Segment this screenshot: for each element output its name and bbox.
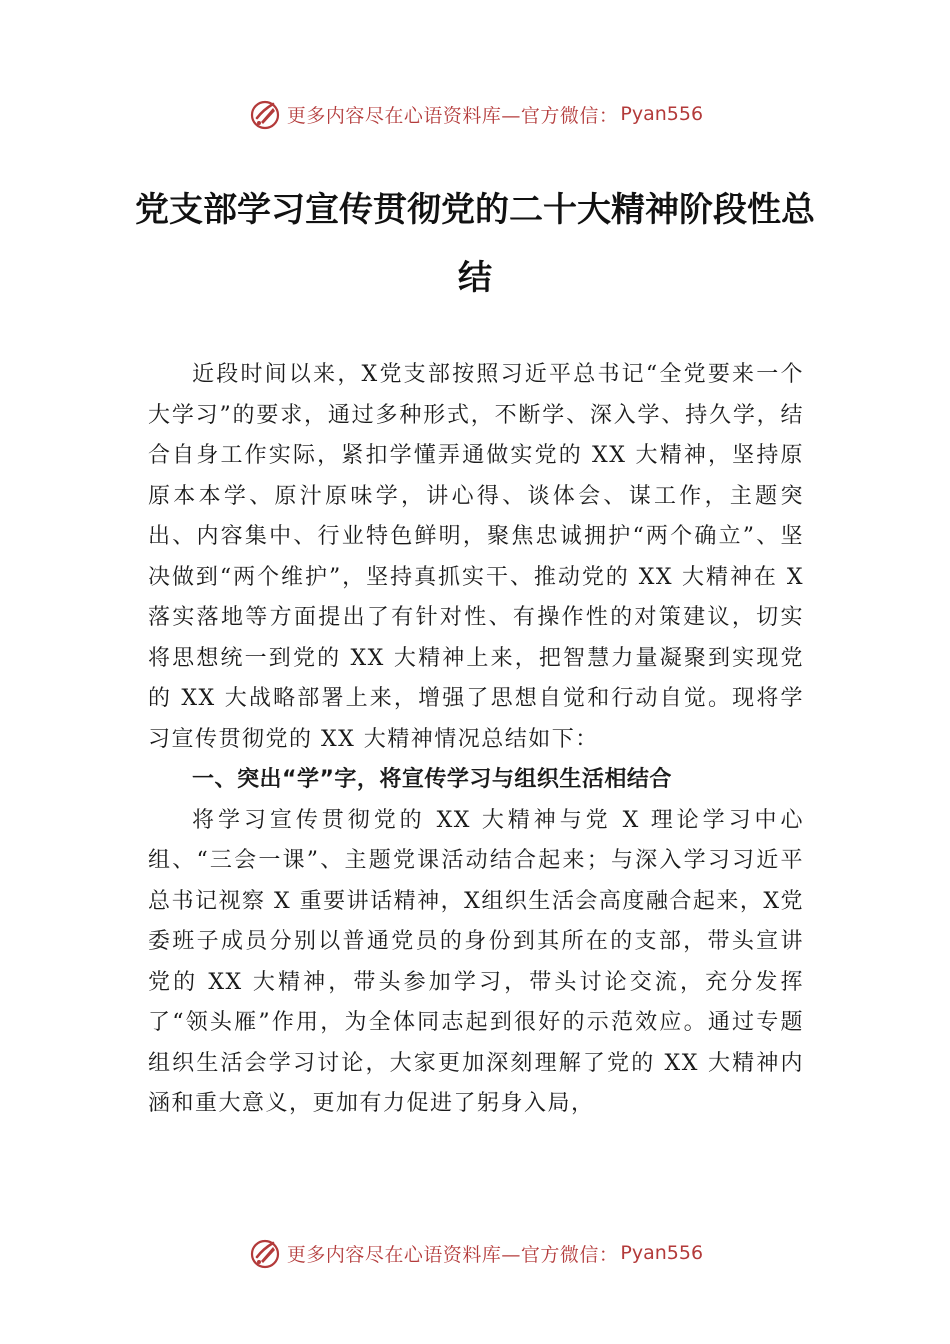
body-paragraph: 近段时间以来，X党支部按照习近平总书记“全党要来一个大学习”的要求，通过多种形式，不断学、深入学、持久学，结合自身工作实际，紧扣学懂弄通做实党的 XX 大精神，坚持原原本本学、原汁原味学，讲心得、谈体会、谋工作，主题突出、内容集中、行业特色鲜明，聚焦忠诚拥护“两个确立”、坚决做到“两个维护”，坚持真抓实干、推动党的 XX 大精神在 X 落实落地等方面提出了有针对性、有操作性的对策建议，切实将思想统一到党的 XX 大精神上来，把智慧力量凝聚到实现党的 XX 大战略部署上来，增强了思想自觉和行动自觉。现将学习宣传贯彻党的 XX 大精神情况总结如下： (148, 362, 804, 752)
pen-logo-icon (247, 1235, 283, 1271)
watermark-text: 更多内容尽在心语资料库—官方微信： (286, 104, 619, 127)
document-body (148, 355, 804, 1125)
watermark-wechat-id: Pyan556 (620, 103, 704, 125)
watermark-text: 更多内容尽在心语资料库—官方微信： (286, 1243, 619, 1266)
watermark-footer (0, 1233, 950, 1273)
watermark-header (0, 94, 950, 134)
section-heading: 一、突出“学”字，将宣传学习与组织生活相结合 (192, 767, 672, 792)
document-title: 党支部学习宣传贯彻党的二十大精神阶段性总结 (135, 190, 815, 298)
watermark-wechat-id: Pyan556 (620, 1242, 704, 1264)
pen-logo-icon (247, 96, 283, 132)
body-paragraph: 将学习宣传贯彻党的 XX 大精神与党 X 理论学习中心组、“三会一课”、主题党课活动结合起来；与深入学习习近平总书记视察 X 重要讲话精神，X组织生活会高度融合起来，X党委班子成员分别以普通党员的身份到其所在的支部，带头宣讲党的 XX 大精神，带头参加学习，带头讨论交流，充分发挥了“领头雁”作用，为全体同志起到很好的示范效应。通过专题组织生活会学习讨论，大家更加深刻理解了党的 XX 大精神内涵和重大意义，更加有力促进了躬身入局， (148, 807, 804, 1116)
